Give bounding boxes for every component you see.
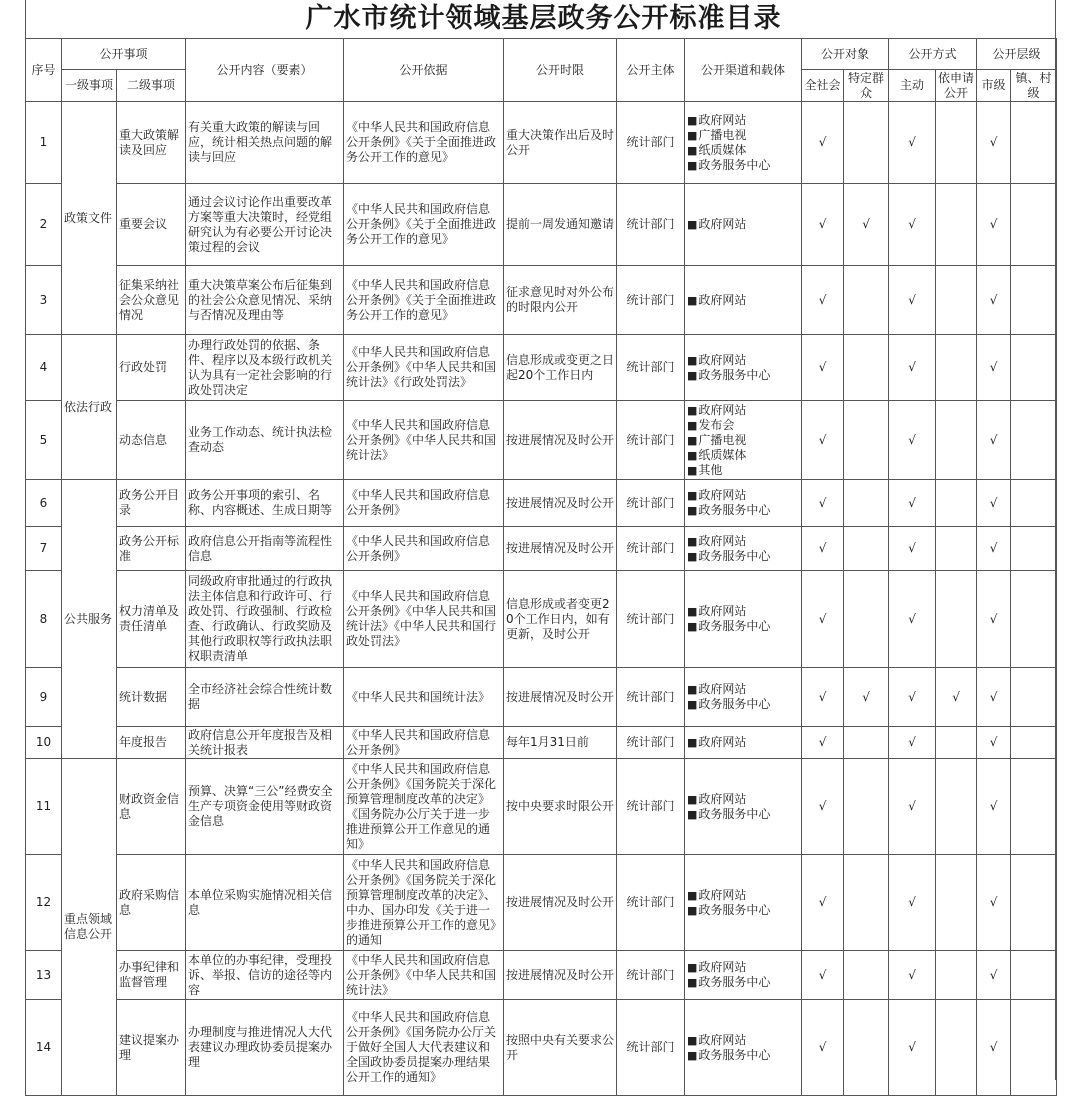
level1-item: 政策文件 — [62, 102, 117, 335]
check-city: √ — [977, 759, 1011, 855]
content-cell: 通过会议讨论作出重要改革方案等重大决策时，经党组研究认为有必要公开讨论决策过程的会议 — [186, 184, 344, 266]
basis-cell: 《中华人民共和国政府信息公开条例》《关于全面推进政务公开工作的意见》 — [344, 184, 504, 266]
subject-cell: 统计部门 — [617, 527, 685, 571]
check-town — [1011, 401, 1057, 480]
content-cell: 本单位采购实施情况相关信息 — [186, 855, 344, 951]
table-row — [26, 1000, 1057, 1096]
table-row — [26, 102, 1057, 184]
row-number: 10 — [26, 727, 62, 759]
check-apply — [936, 266, 977, 335]
subject-cell: 统计部门 — [617, 727, 685, 759]
row-number: 1 — [26, 102, 62, 184]
channel-item: ■ 政府网站 — [687, 293, 799, 308]
header-level2: 二级事项 — [117, 70, 186, 102]
header-target: 公开对象 — [802, 39, 889, 70]
check-town — [1011, 527, 1057, 571]
check-city: √ — [977, 401, 1011, 480]
channel-item: ■ 政务服务中心 — [687, 158, 799, 173]
check-all: √ — [802, 668, 844, 727]
check-active: √ — [889, 266, 936, 335]
check-city: √ — [977, 480, 1011, 527]
header-level1: 一级事项 — [62, 70, 117, 102]
time-limit-cell: 信息形成或变更之日起20个工作日内 — [504, 335, 617, 401]
table-row — [26, 951, 1057, 1000]
level2-item: 动态信息 — [117, 401, 186, 480]
check-town — [1011, 668, 1057, 727]
check-town — [1011, 759, 1057, 855]
subject-cell: 统计部门 — [617, 571, 685, 668]
basis-cell: 《中华人民共和国政府信息公开条例》《关于全面推进政务公开工作的意见》 — [344, 102, 504, 184]
header-level: 公开层级 — [977, 39, 1057, 70]
channel-item: ■ 政务服务中心 — [687, 503, 799, 518]
table-row — [26, 266, 1057, 335]
time-limit-cell: 重大决策作出后及时公开 — [504, 102, 617, 184]
basis-cell: 《中华人民共和国政府信息公开条例》 — [344, 527, 504, 571]
content-cell: 重大决策草案公布后征集到的社会公众意见情况、采纳与否情况及理由等 — [186, 266, 344, 335]
content-cell: 同级政府审批通过的行政执法主体信息和行政许可、行政处罚、行政强制、行政检查、行政确认、行政奖励及其他行政职权等行政执法职权职责清单 — [186, 571, 344, 668]
channel-list — [687, 534, 799, 564]
check-specific — [844, 727, 889, 759]
table-row — [26, 668, 1057, 727]
table-row — [26, 184, 1057, 266]
header-channel: 公开渠道和载体 — [685, 39, 802, 102]
channel-item: ■ 广播电视 — [687, 433, 799, 448]
check-town — [1011, 102, 1057, 184]
channel-item: ■ 政府网站 — [687, 604, 799, 619]
row-number: 9 — [26, 668, 62, 727]
row-number: 11 — [26, 759, 62, 855]
level2-item: 行政处罚 — [117, 335, 186, 401]
channel-item: ■ 政府网站 — [687, 888, 799, 903]
check-city: √ — [977, 266, 1011, 335]
channel-cell — [685, 335, 802, 401]
check-city: √ — [977, 571, 1011, 668]
check-all: √ — [802, 527, 844, 571]
check-apply — [936, 184, 977, 266]
header-method-active: 主动 — [889, 70, 936, 102]
time-limit-cell: 按照中央有关要求公开 — [504, 1000, 617, 1096]
check-active: √ — [889, 571, 936, 668]
channel-item: ■ 政府网站 — [687, 682, 799, 697]
level2-item: 权力清单及责任清单 — [117, 571, 186, 668]
level2-item: 建议提案办理 — [117, 1000, 186, 1096]
header-level-city: 市级 — [977, 70, 1011, 102]
check-all: √ — [802, 102, 844, 184]
time-limit-cell: 按进展情况及时公开 — [504, 401, 617, 480]
row-number: 4 — [26, 335, 62, 401]
basis-cell: 《中华人民共和国政府信息公开条例》《中华人民共和国统计法》《中华人民共和国行政处罚法》 — [344, 571, 504, 668]
time-limit-cell: 按进展情况及时公开 — [504, 480, 617, 527]
check-apply — [936, 480, 977, 527]
content-cell: 全市经济社会综合性统计数据 — [186, 668, 344, 727]
level2-item: 财政资金信息 — [117, 759, 186, 855]
check-active: √ — [889, 102, 936, 184]
check-all: √ — [802, 855, 844, 951]
channel-cell — [685, 480, 802, 527]
channel-cell — [685, 759, 802, 855]
channel-list — [687, 293, 799, 308]
check-town — [1011, 951, 1057, 1000]
content-cell: 有关重大政策的解读与回应，统计相关热点问题的解读与回应 — [186, 102, 344, 184]
channel-item: ■ 政务服务中心 — [687, 975, 799, 990]
subject-cell: 统计部门 — [617, 480, 685, 527]
check-specific: √ — [844, 668, 889, 727]
level2-item: 政府采购信息 — [117, 855, 186, 951]
subject-cell: 统计部门 — [617, 855, 685, 951]
basis-cell: 《中华人民共和国统计法》 — [344, 668, 504, 727]
catalog-table — [25, 38, 1057, 1096]
table-row — [26, 335, 1057, 401]
check-city: √ — [977, 727, 1011, 759]
row-number: 8 — [26, 571, 62, 668]
check-specific — [844, 102, 889, 184]
check-specific — [844, 571, 889, 668]
channel-item: ■ 纸质媒体 — [687, 448, 799, 463]
basis-cell: 《中华人民共和国政府信息公开条例》 — [344, 727, 504, 759]
level2-item: 重大政策解读及回应 — [117, 102, 186, 184]
table-row — [26, 480, 1057, 527]
header-method: 公开方式 — [889, 39, 977, 70]
check-city: √ — [977, 951, 1011, 1000]
channel-cell — [685, 571, 802, 668]
channel-cell — [685, 527, 802, 571]
basis-cell: 《中华人民共和国政府信息公开条例》《国务院关于深化预算管理制度改革的决定》《国务院办公厅关于进一步推进预算公开工作意见的通知》 — [344, 759, 504, 855]
check-apply: √ — [936, 668, 977, 727]
header-level-town: 镇、村级 — [1011, 70, 1057, 102]
level2-item: 统计数据 — [117, 668, 186, 727]
check-specific — [844, 527, 889, 571]
row-number: 2 — [26, 184, 62, 266]
basis-cell: 《中华人民共和国政府信息公开条例》《中华人民共和国统计法》 — [344, 951, 504, 1000]
check-active: √ — [889, 480, 936, 527]
check-specific — [844, 759, 889, 855]
check-apply — [936, 951, 977, 1000]
channel-cell — [685, 951, 802, 1000]
subject-cell: 统计部门 — [617, 266, 685, 335]
check-apply — [936, 759, 977, 855]
channel-list — [687, 960, 799, 990]
table-row — [26, 855, 1057, 951]
check-apply — [936, 571, 977, 668]
channel-item: ■ 广播电视 — [687, 128, 799, 143]
header-target-all: 全社会 — [802, 70, 844, 102]
channel-cell — [685, 1000, 802, 1096]
channel-item: ■ 政府网站 — [687, 960, 799, 975]
content-cell: 政府信息公开指南等流程性信息 — [186, 527, 344, 571]
channel-item: ■ 政务服务中心 — [687, 903, 799, 918]
channel-item: ■ 政府网站 — [687, 217, 799, 232]
check-all: √ — [802, 727, 844, 759]
header-time: 公开时限 — [504, 39, 617, 102]
content-cell: 业务工作动态、统计执法检查动态 — [186, 401, 344, 480]
check-city: √ — [977, 855, 1011, 951]
check-active: √ — [889, 951, 936, 1000]
check-apply — [936, 335, 977, 401]
channel-list — [687, 792, 799, 822]
check-city: √ — [977, 335, 1011, 401]
check-active: √ — [889, 855, 936, 951]
subject-cell: 统计部门 — [617, 335, 685, 401]
check-town — [1011, 480, 1057, 527]
check-specific — [844, 401, 889, 480]
channel-list — [687, 488, 799, 518]
check-active: √ — [889, 335, 936, 401]
channel-item: ■ 政务服务中心 — [687, 619, 799, 634]
check-city: √ — [977, 527, 1011, 571]
check-apply — [936, 102, 977, 184]
check-specific — [844, 1000, 889, 1096]
header-basis: 公开依据 — [344, 39, 504, 102]
channel-list — [687, 604, 799, 634]
channel-list — [687, 113, 799, 173]
channel-list — [687, 403, 799, 478]
channel-item: ■ 政府网站 — [687, 735, 799, 750]
channel-cell — [685, 727, 802, 759]
time-limit-cell: 每年1月31日前 — [504, 727, 617, 759]
channel-item: ■ 政府网站 — [687, 113, 799, 128]
time-limit-cell: 提前一周发通知邀请 — [504, 184, 617, 266]
check-specific: √ — [844, 184, 889, 266]
channel-item: ■ 其他 — [687, 463, 799, 478]
table-body — [26, 102, 1057, 1096]
check-apply — [936, 401, 977, 480]
table-row — [26, 571, 1057, 668]
check-apply — [936, 727, 977, 759]
channel-list — [687, 735, 799, 750]
check-all: √ — [802, 759, 844, 855]
basis-cell: 《中华人民共和国政府信息公开条例》《国务院办公厅关于做好全国人大代表建议和全国政协委员提案办理结果公开工作的通知》 — [344, 1000, 504, 1096]
subject-cell: 统计部门 — [617, 668, 685, 727]
basis-cell: 《中华人民共和国政府信息公开条例》《中华人民共和国统计法》 — [344, 401, 504, 480]
basis-cell: 《中华人民共和国政府信息公开条例》《关于全面推进政务公开工作的意见》 — [344, 266, 504, 335]
check-specific — [844, 335, 889, 401]
channel-item: ■ 发布会 — [687, 418, 799, 433]
channel-item: ■ 政府网站 — [687, 792, 799, 807]
row-number: 7 — [26, 527, 62, 571]
table-row — [26, 759, 1057, 855]
level1-item: 公共服务 — [62, 480, 117, 759]
channel-cell — [685, 266, 802, 335]
check-town — [1011, 335, 1057, 401]
check-town — [1011, 266, 1057, 335]
level1-item: 重点领域信息公开 — [62, 759, 117, 1096]
content-cell: 预算、决算“三公”经费安全生产专项资金使用等财政资金信息 — [186, 759, 344, 855]
header-method-apply: 依申请公开 — [936, 70, 977, 102]
channel-list — [687, 353, 799, 383]
check-specific — [844, 951, 889, 1000]
check-specific — [844, 480, 889, 527]
channel-item: ■ 政府网站 — [687, 534, 799, 549]
check-specific — [844, 855, 889, 951]
check-apply — [936, 1000, 977, 1096]
channel-item: ■ 政府网站 — [687, 488, 799, 503]
channel-cell — [685, 102, 802, 184]
channel-list — [687, 682, 799, 712]
check-all: √ — [802, 951, 844, 1000]
check-active: √ — [889, 668, 936, 727]
check-all: √ — [802, 266, 844, 335]
row-number: 12 — [26, 855, 62, 951]
check-all: √ — [802, 335, 844, 401]
subject-cell: 统计部门 — [617, 1000, 685, 1096]
check-city: √ — [977, 102, 1011, 184]
basis-cell: 《中华人民共和国政府信息公开条例》《中华人民共和国统计法》《行政处罚法》 — [344, 335, 504, 401]
basis-cell: 《中华人民共和国政府信息公开条例》 — [344, 480, 504, 527]
check-all: √ — [802, 571, 844, 668]
level2-item: 办事纪律和监督管理 — [117, 951, 186, 1000]
level2-item: 政务公开标准 — [117, 527, 186, 571]
check-all: √ — [802, 184, 844, 266]
basis-cell: 《中华人民共和国政府信息公开条例》《国务院关于深化预算管理制度改革的决定》、中办、国办印发《关于进一步推进预算公开工作的意见》的通知 — [344, 855, 504, 951]
check-apply — [936, 855, 977, 951]
row-number: 6 — [26, 480, 62, 527]
channel-item: ■ 政务服务中心 — [687, 368, 799, 383]
subject-cell: 统计部门 — [617, 184, 685, 266]
header-target-specific: 特定群众 — [844, 70, 889, 102]
channel-item: ■ 政务服务中心 — [687, 549, 799, 564]
check-active: √ — [889, 527, 936, 571]
check-all: √ — [802, 1000, 844, 1096]
subject-cell: 统计部门 — [617, 951, 685, 1000]
content-cell: 政务公开事项的索引、名称、内容概述、生成日期等 — [186, 480, 344, 527]
check-city: √ — [977, 668, 1011, 727]
row-number: 13 — [26, 951, 62, 1000]
subject-cell: 统计部门 — [617, 401, 685, 480]
check-town — [1011, 184, 1057, 266]
check-all: √ — [802, 480, 844, 527]
level2-item: 政务公开目录 — [117, 480, 186, 527]
time-limit-cell: 征求意见时对外公布的时限内公开 — [504, 266, 617, 335]
channel-item: ■ 纸质媒体 — [687, 143, 799, 158]
channel-item: ■ 政务服务中心 — [687, 1048, 799, 1063]
channel-list — [687, 888, 799, 918]
channel-item: ■ 政府网站 — [687, 1033, 799, 1048]
subject-cell: 统计部门 — [617, 102, 685, 184]
header-seq: 序号 — [26, 39, 62, 102]
content-cell: 办理制度与推进情况人大代表建议办理政协委员提案办理 — [186, 1000, 344, 1096]
row-number: 14 — [26, 1000, 62, 1096]
content-cell: 本单位的办事纪律，受理投诉、举报、信访的途径等内容 — [186, 951, 344, 1000]
check-city: √ — [977, 1000, 1011, 1096]
row-number: 3 — [26, 266, 62, 335]
row-number: 5 — [26, 401, 62, 480]
header-subject: 公开主体 — [617, 39, 685, 102]
table-row — [26, 527, 1057, 571]
channel-cell — [685, 401, 802, 480]
check-town — [1011, 571, 1057, 668]
channel-cell — [685, 855, 802, 951]
page-title: 广水市统计领域基层政务公开标准目录 — [305, 3, 782, 34]
content-cell: 办理行政处罚的依据、条件、程序以及本级行政机关认为具有一定社会影响的行政处罚决定 — [186, 335, 344, 401]
time-limit-cell: 按中央要求时限公开 — [504, 759, 617, 855]
check-active: √ — [889, 184, 936, 266]
check-apply — [936, 527, 977, 571]
time-limit-cell: 按进展情况及时公开 — [504, 527, 617, 571]
time-limit-cell: 信息形成或者变更20个工作日内，如有更新，及时公开 — [504, 571, 617, 668]
time-limit-cell: 按进展情况及时公开 — [504, 668, 617, 727]
channel-list — [687, 1033, 799, 1063]
level1-item: 依法行政 — [62, 335, 117, 480]
check-active: √ — [889, 727, 936, 759]
check-specific — [844, 266, 889, 335]
check-town — [1011, 1000, 1057, 1096]
check-town — [1011, 855, 1057, 951]
time-limit-cell: 按进展情况及时公开 — [504, 855, 617, 951]
channel-item: ■ 政府网站 — [687, 403, 799, 418]
check-active: √ — [889, 1000, 936, 1096]
content-cell: 政府信息公开年度报告及相关统计报表 — [186, 727, 344, 759]
channel-item: ■ 政务服务中心 — [687, 807, 799, 822]
channel-list — [687, 217, 799, 232]
time-limit-cell: 按进展情况及时公开 — [504, 951, 617, 1000]
check-town — [1011, 727, 1057, 759]
level2-item: 征集采纳社会公众意见情况 — [117, 266, 186, 335]
subject-cell: 统计部门 — [617, 759, 685, 855]
level2-item: 年度报告 — [117, 727, 186, 759]
header-content: 公开内容（要素） — [186, 39, 344, 102]
header-matters: 公开事项 — [62, 39, 186, 70]
check-all: √ — [802, 401, 844, 480]
check-city: √ — [977, 184, 1011, 266]
table-row — [26, 727, 1057, 759]
check-active: √ — [889, 401, 936, 480]
channel-cell — [685, 668, 802, 727]
table-row — [26, 401, 1057, 480]
channel-item: ■ 政府网站 — [687, 353, 799, 368]
level2-item: 重要会议 — [117, 184, 186, 266]
channel-cell — [685, 184, 802, 266]
channel-item: ■ 政务服务中心 — [687, 697, 799, 712]
check-active: √ — [889, 759, 936, 855]
